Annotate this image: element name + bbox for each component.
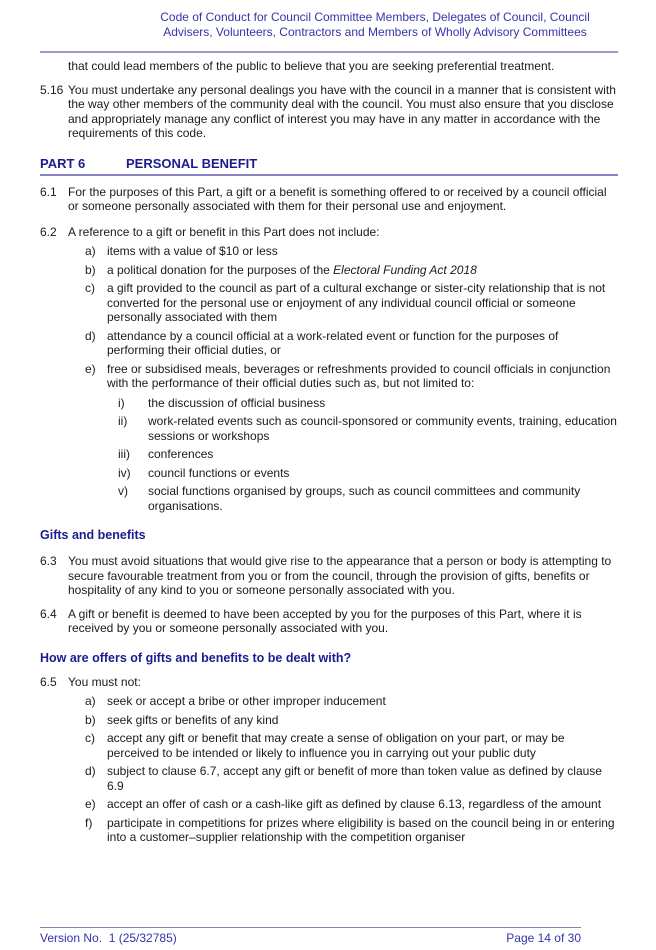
list-item-text: participate in competitions for prizes where eligibility is based on the council being in or entering into a customer–supplier relationship with the competition organiser — [107, 815, 615, 844]
list-item-label: e) — [85, 797, 96, 811]
clause-text: A reference to a gift or benefit in this Part does not include: — [68, 224, 380, 239]
list-item-text-plain: a political donation for the purposes of the — [107, 262, 334, 277]
footer-rule — [40, 927, 581, 928]
clause-6-5 — [40, 675, 618, 690]
roman-item-ii — [40, 414, 618, 443]
list-item-label: a) — [85, 244, 96, 258]
list-item-label: v) — [118, 484, 128, 498]
clause-number: 6.1 — [40, 184, 57, 199]
list-item-text: social functions organised by groups, such as council committees and community organisations. — [148, 484, 581, 513]
section-heading-offers: How are offers of gifts and benefits to be dealt with? — [40, 650, 352, 665]
header-title-line-1: Code of Conduct for Council Committee Members, Delegates of Council, Council — [160, 10, 590, 24]
list-item-label: ii) — [118, 414, 128, 428]
footer-version: Version No. 1 (25/32785) — [40, 931, 177, 945]
roman-item-iv — [40, 466, 618, 481]
list-item-e — [40, 797, 618, 812]
list-item-e — [40, 362, 618, 391]
list-item-a — [40, 694, 618, 709]
list-item-label: e) — [85, 361, 96, 376]
part6-heading — [40, 156, 618, 171]
document-header-title — [132, 10, 618, 40]
clause-6-2 — [40, 225, 618, 240]
part6-title: PERSONAL BENEFIT — [126, 155, 258, 171]
list-item-text-italic: Electoral Funding Act 2018 — [333, 262, 477, 277]
list-item-d — [40, 764, 618, 793]
document-footer — [40, 927, 581, 945]
list-item-b — [40, 263, 618, 278]
footer-page-number: Page 14 of 30 — [506, 931, 581, 945]
list-item-text: attendance by a council official at a work-related event or function for the purposes of performing their official duties, or — [107, 328, 559, 357]
list-item-text: free or subsidised meals, beverages or refreshments provided to council officials in conjunction with the performance of their official duties such as, but not limited to: — [107, 361, 611, 390]
clause-text: You must undertake any personal dealings you have with the council in a manner that is consistent with the way other members of the community deal with the council. You must also ensure that you disclose and appropriately manage any conflict of interest you may have in any matter in accordance with the requirements of this code. — [68, 82, 616, 140]
clause-number: 6.5 — [40, 674, 57, 689]
list-item-c — [40, 281, 618, 325]
clause-number: 6.4 — [40, 606, 57, 621]
list-item-text: council functions or events — [148, 465, 290, 480]
list-item-text: work-related events such as council-sponsored or community events, training, education sessions or workshops — [148, 414, 617, 443]
list-item-a — [40, 244, 618, 259]
list-item-label: c) — [85, 731, 95, 745]
clause-number: 6.2 — [40, 224, 57, 239]
list-item-f — [40, 816, 618, 845]
roman-item-iii — [40, 447, 618, 462]
list-item-label: f) — [85, 815, 93, 830]
list-item-text: subject to clause 6.7, accept any gift or benefit of more than token value as defined by clause 6.9 — [107, 764, 602, 793]
part6-rule — [40, 174, 618, 176]
list-item-label: d) — [85, 328, 96, 343]
clause-6-3 — [40, 554, 618, 598]
roman-item-v — [40, 484, 618, 513]
list-item-text: seek gifts or benefits of any kind — [107, 712, 279, 727]
clause-number: 5.16 — [40, 82, 64, 97]
clause-text: You must avoid situations that would give rise to the appearance that a person or body is attempting to secure favourable treatment from you or from the council, through the provision of gifts, benefits or hospitality of any kind to you or someone personally associated with you. — [68, 554, 612, 597]
clause-number: 6.3 — [40, 554, 57, 568]
list-item-text: conferences — [148, 447, 214, 461]
clause-text: For the purposes of this Part, a gift or a benefit is something offered to or received by a council official or someone personally associated with them for their personal use and enjoyment. — [68, 184, 607, 213]
list-item-text: a gift provided to the council as part of a cultural exchange or sister-city relationship that is not converted for the personal use or enjoyment of any individual council official or someone personally associated with them — [107, 281, 606, 324]
clause-5-16 — [40, 83, 618, 141]
list-item-label: i) — [118, 395, 125, 410]
list-item-d — [40, 329, 618, 358]
footer-row — [40, 931, 581, 945]
list-item-text: items with a value of $10 or less — [107, 244, 278, 258]
list-item-text — [107, 263, 618, 278]
list-item-label: a) — [85, 694, 96, 708]
header-rule — [40, 51, 618, 53]
list-item-text: the discussion of official business — [148, 395, 326, 410]
section-heading-gifts: Gifts and benefits — [40, 528, 146, 542]
list-item-text: accept an offer of cash or a cash-like gift as defined by clause 6.13, regardless of the amount — [107, 797, 602, 811]
list-item-b — [40, 713, 618, 728]
list-item-label: iv) — [118, 465, 131, 480]
list-item-label: iii) — [118, 447, 130, 461]
list-item-label: b) — [85, 712, 96, 727]
list-item-text: accept any gift or benefit that may create a sense of obligation on your part, or may be perceived to be intended or likely to influence you in carrying out your public duty — [107, 731, 565, 760]
part6-label: PART 6 — [40, 155, 86, 171]
roman-item-i — [40, 396, 618, 411]
clause-text: You must not: — [68, 674, 141, 689]
paragraph-continuation: that could lead members of the public to believe that you are seeking preferential treatment. — [68, 59, 555, 73]
clause-6-1 — [40, 185, 618, 214]
list-item-label: d) — [85, 764, 96, 778]
clause-6-4 — [40, 607, 618, 636]
list-item-c — [40, 731, 618, 760]
list-item-label: c) — [85, 281, 95, 295]
list-item-label: b) — [85, 262, 96, 277]
clause-text: A gift or benefit is deemed to have been accepted by you for the purposes of this Part, where it is received by you or someone personally associated with you. — [68, 606, 582, 635]
list-item-text: seek or accept a bribe or other improper inducement — [107, 694, 386, 708]
header-title-line-2: Advisers, Volunteers, Contractors and Members of Wholly Advisory Committees — [163, 25, 587, 39]
